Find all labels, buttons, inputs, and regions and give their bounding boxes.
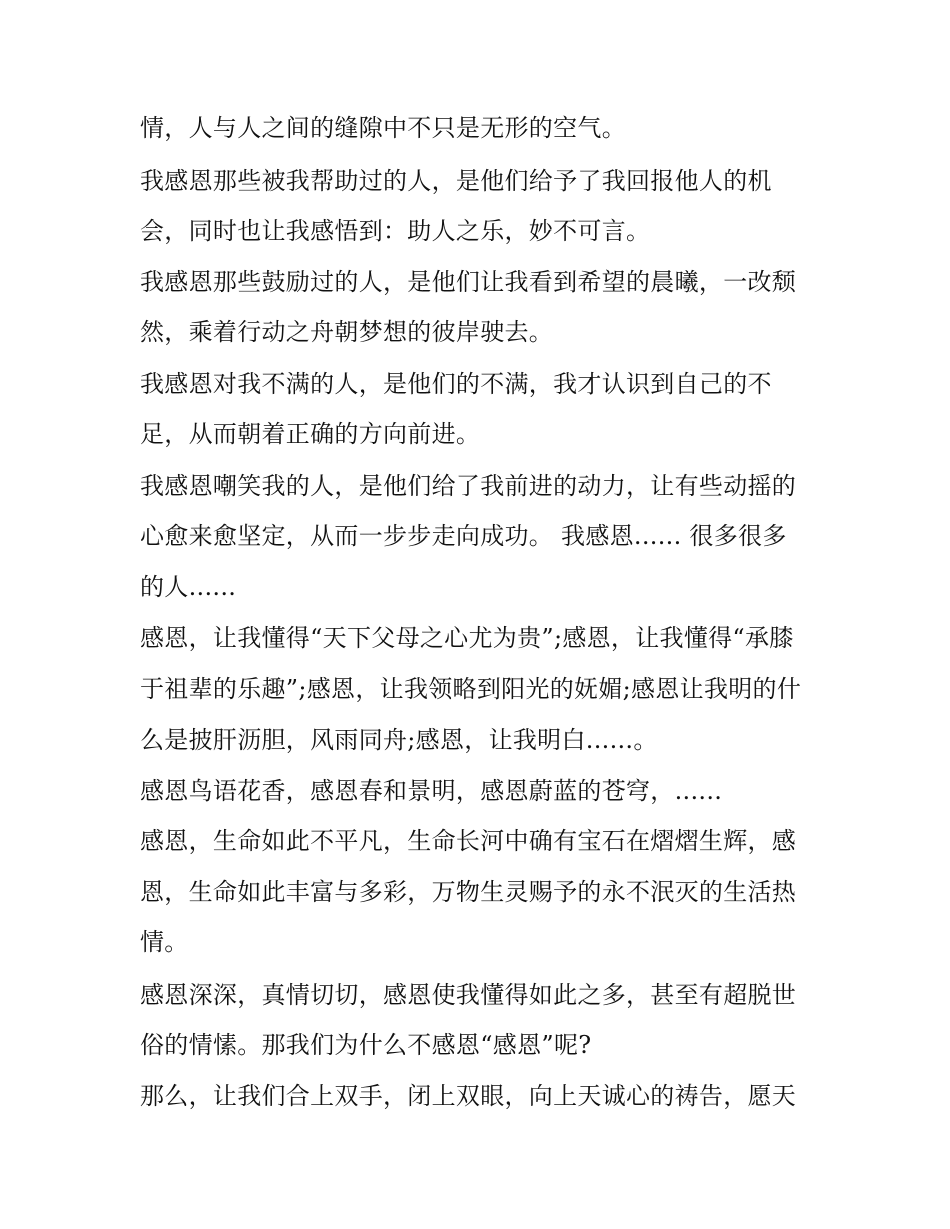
text-line: 情，人与人之间的缝隙中不只是无形的空气。 xyxy=(140,114,626,142)
text-line: 那么，让我们合上双手，闭上双眼，向上天诚心的祷告，愿天 xyxy=(140,1082,797,1110)
text-line: 感恩，让我懂得“天下父母之心尤为贵”;感恩，让我懂得“承膝 xyxy=(140,624,794,652)
text-line: 心愈来愈坚定，从而一步步走向成功。 我感恩...... 很多很多 xyxy=(140,522,787,550)
text-line: 足，从而朝着正确的方向前进。 xyxy=(140,420,481,448)
text-line: 我感恩那些鼓励过的人，是他们让我看到希望的晨曦，一改颓 xyxy=(140,268,797,296)
text-line: 我感恩对我不满的人，是他们的不满，我才认识到自己的不 xyxy=(140,370,772,398)
text-line: 情。 xyxy=(140,928,189,956)
text-line: 感恩深深，真情切切，感恩使我懂得如此之多，甚至有超脱世 xyxy=(140,981,797,1009)
text-line: 会，同时也让我感悟到：助人之乐，妙不可言。 xyxy=(140,217,651,245)
text-line: 感恩鸟语花香，感恩春和景明，感恩蔚蓝的苍穹，...... xyxy=(140,777,723,805)
text-line: 于祖辈的乐趣”;感恩，让我领略到阳光的妩媚;感恩让我明的什 xyxy=(140,675,802,703)
text-line: 然，乘着行动之舟朝梦想的彼岸驶去。 xyxy=(140,318,554,346)
text-line: 么是披肝沥胆，风雨同舟;感恩，让我明白......。 xyxy=(140,726,658,754)
text-line: 我感恩嘲笑我的人，是他们给了我前进的动力，让有些动摇的 xyxy=(140,472,797,500)
text-line: 恩，生命如此丰富与多彩，万物生灵赐予的永不泯灭的生活热 xyxy=(140,878,797,906)
text-line: 俗的情愫。那我们为什么不感恩“感恩”呢? xyxy=(140,1031,592,1059)
text-line: 我感恩那些被我帮助过的人，是他们给予了我回报他人的机 xyxy=(140,167,772,195)
text-line: 感恩，生命如此不平凡，生命长河中确有宝石在熠熠生辉，感 xyxy=(140,827,797,855)
text-line: 的人...... xyxy=(140,573,237,601)
